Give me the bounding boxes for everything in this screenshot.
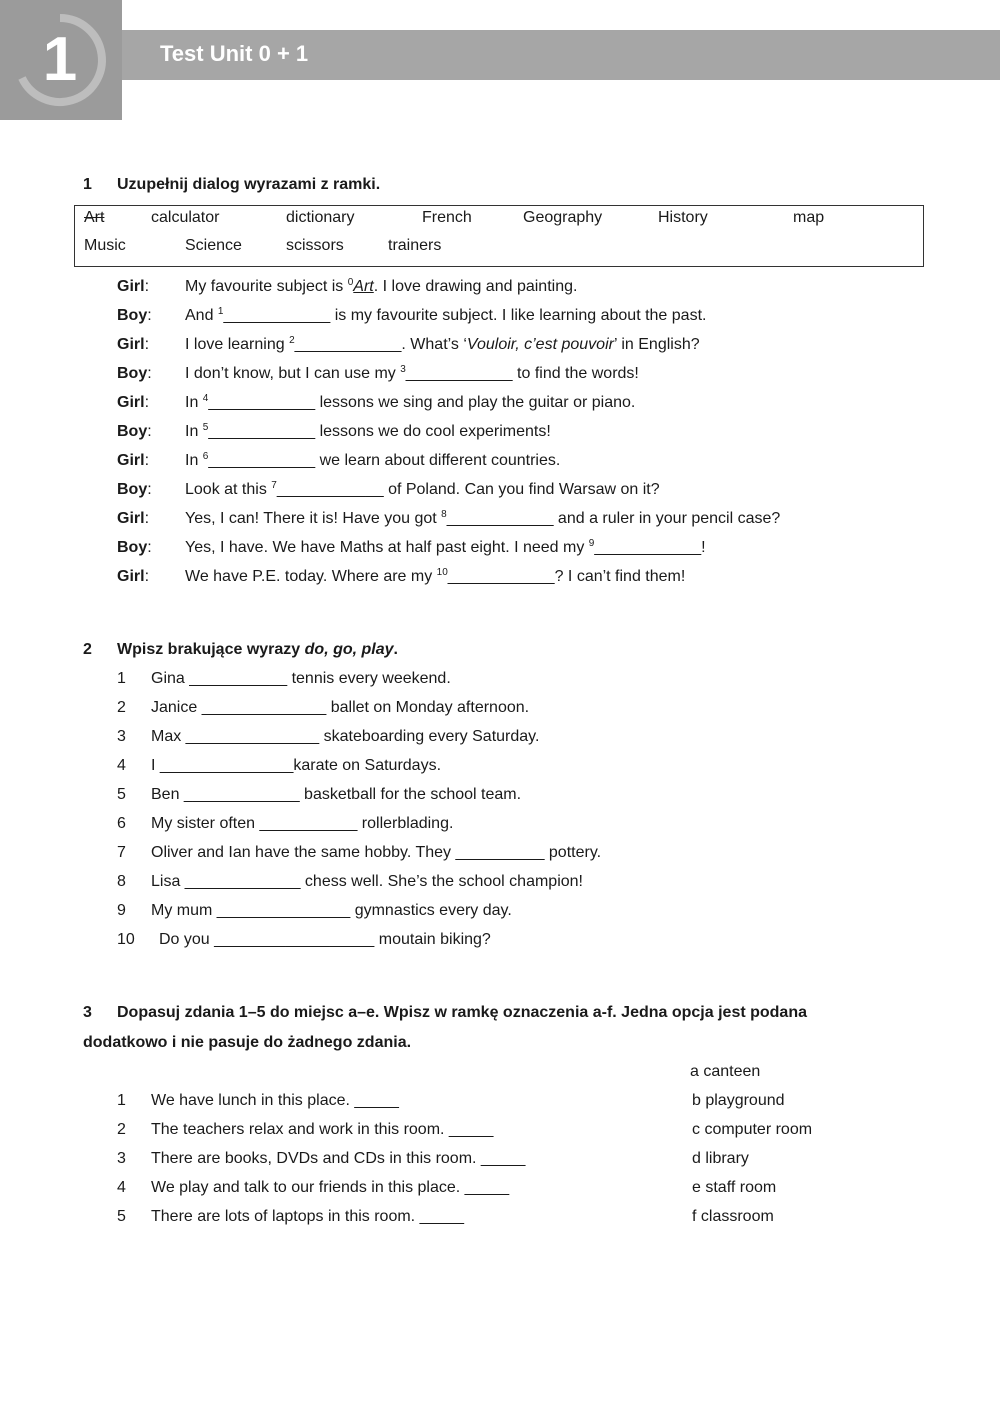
speaker-name: Boy <box>117 481 148 498</box>
dialog-line <box>185 278 577 296</box>
answer-blank[interactable]: ____________ <box>208 423 316 440</box>
answer-blank[interactable]: ____________ <box>405 365 513 382</box>
speaker-name: Girl <box>117 394 145 411</box>
exercise2-item-number: 9 <box>117 902 126 919</box>
word-box-item: Geography <box>523 209 603 226</box>
section3-number: 3 <box>83 1004 92 1021</box>
dialog-speaker <box>117 481 152 499</box>
dialog-line <box>185 365 639 383</box>
dialog-text: ’ in English? <box>613 336 700 353</box>
gap-number: 10 <box>436 567 448 578</box>
exercise2-item-text: My sister often ___________ rollerblading. <box>151 815 454 832</box>
dialog-text: Look at this <box>185 481 272 498</box>
dialog-text: Yes, I can! There it is! Have you got <box>185 510 442 527</box>
speaker-colon: : <box>144 568 150 585</box>
exercise2-item-number: 1 <box>117 670 126 687</box>
speaker-colon: : <box>144 510 150 527</box>
section1-instruction: Uzupełnij dialog wyrazami z ramki. <box>117 176 381 193</box>
dialog-text: ? I can’t find them! <box>554 568 686 585</box>
answer-blank[interactable]: ____________ <box>294 336 402 353</box>
exercise3-item-text: We have lunch in this place. _____ <box>151 1092 399 1109</box>
unit-logo-block <box>0 0 122 120</box>
unit-number: 1 <box>42 25 78 94</box>
dialog-text: I don’t know, but I can use my <box>185 365 401 382</box>
dialog-speaker <box>117 278 149 296</box>
word-box-item: Music <box>84 237 126 254</box>
speaker-name: Boy <box>117 365 148 382</box>
dialog-text: . I love drawing and painting. <box>373 278 578 295</box>
answer-blank[interactable]: ____________ <box>223 307 331 324</box>
word-box-item: History <box>658 209 708 226</box>
dialog-text: we learn about different countries. <box>315 452 561 469</box>
exercise2-item-text: Oliver and Ian have the same hobby. They __________ pottery. <box>151 844 602 861</box>
exercise2-item-text: Max _______________ skateboarding every Saturday. <box>151 728 540 745</box>
dialog-line <box>185 394 635 412</box>
dialog-speaker <box>117 423 152 441</box>
exercise3-option: b playground <box>692 1092 785 1109</box>
dialog-speaker <box>117 394 149 412</box>
gap-number: 5 <box>202 422 209 433</box>
dialog-speaker <box>117 365 152 383</box>
unit-number-badge <box>0 0 122 120</box>
exercise2-item-text: Janice ______________ ballet on Monday afternoon. <box>151 699 530 716</box>
dialog-line <box>185 568 685 586</box>
dialog-text: My favourite subject is <box>185 278 348 295</box>
gap-number: 7 <box>271 480 277 491</box>
word-box <box>74 205 924 267</box>
dialog-italic: Vouloir, c’est pouvoir <box>466 336 614 353</box>
word-box-item: Science <box>185 237 242 254</box>
dialog-speaker <box>117 510 149 528</box>
gap-number: 4 <box>202 393 209 404</box>
word-box-item: trainers <box>388 237 442 254</box>
word-box-item: dictionary <box>286 209 355 226</box>
section3-instruction-line2: dodatkowo i nie pasuje do żadnego zdania. <box>83 1034 412 1051</box>
speaker-colon: : <box>144 394 150 411</box>
dialog-speaker <box>117 452 149 470</box>
dialog-speaker <box>117 307 152 325</box>
exercise2-item-number: 6 <box>117 815 126 832</box>
answer-blank[interactable]: ____________ <box>208 394 316 411</box>
section2-instruction-end: . <box>393 641 398 658</box>
section1-number: 1 <box>83 176 92 193</box>
speaker-name: Girl <box>117 336 145 353</box>
dialog-text: to find the words! <box>512 365 639 382</box>
word-box-item: map <box>793 209 825 226</box>
dialog-text: I love learning <box>185 336 290 353</box>
exercise3-option: f classroom <box>692 1208 774 1225</box>
exercise2-item-number: 10 <box>117 931 135 948</box>
dialog-text: In <box>185 423 203 440</box>
speaker-name: Boy <box>117 423 148 440</box>
dialog-text: . What’s ‘ <box>401 336 467 353</box>
dialog-speaker <box>117 568 149 586</box>
exercise3-item-text: There are books, DVDs and CDs in this room. _____ <box>151 1150 526 1167</box>
answer-blank[interactable]: ____________ <box>594 539 702 556</box>
section2-number: 2 <box>83 641 92 658</box>
gap-number: 8 <box>441 509 447 520</box>
dialog-text: of Poland. Can you find Warsaw on it? <box>383 481 660 498</box>
speaker-colon: : <box>144 278 150 295</box>
dialog-line <box>185 452 560 470</box>
exercise3-option: a canteen <box>690 1063 761 1080</box>
dialog-line <box>185 307 706 325</box>
gap-number: 1 <box>217 306 224 317</box>
exercise3-item-number: 2 <box>117 1121 126 1138</box>
answer-blank[interactable]: ____________ <box>208 452 316 469</box>
exercise2-item-text: Ben _____________ basketball for the school team. <box>151 786 522 803</box>
exercise2-item-text: I _______________karate on Saturdays. <box>151 757 442 774</box>
speaker-name: Girl <box>117 568 145 585</box>
dialog-text: In <box>185 452 203 469</box>
exercise2-item-number: 4 <box>117 757 126 774</box>
example-answer: Art <box>353 278 374 295</box>
speaker-name: Girl <box>117 510 145 527</box>
speaker-colon: : <box>144 336 150 353</box>
speaker-name: Boy <box>117 307 148 324</box>
speaker-name: Girl <box>117 452 145 469</box>
exercise2-item-number: 7 <box>117 844 126 861</box>
word-box-item: calculator <box>151 209 220 226</box>
dialog-line <box>185 510 780 528</box>
exercise2-item-text: Do you __________________ moutain biking? <box>159 931 491 948</box>
exercise3-option: c computer room <box>692 1121 813 1138</box>
exercise3-item-text: We play and talk to our friends in this place. _____ <box>151 1179 510 1196</box>
dialog-speaker <box>117 539 152 557</box>
exercise3-item-number: 3 <box>117 1150 126 1167</box>
exercise3-option: e staff room <box>692 1179 777 1196</box>
dialog-text: lessons we sing and play the guitar or piano. <box>315 394 636 411</box>
exercise2-item-text: My mum _______________ gymnastics every day. <box>151 902 512 919</box>
exercise3-item-number: 1 <box>117 1092 126 1109</box>
word-box-item: scissors <box>286 237 344 254</box>
gap-number: 3 <box>400 364 406 375</box>
dialog-text: Yes, I have. We have Maths at half past eight. I need my <box>185 539 589 556</box>
speaker-colon: : <box>147 423 152 440</box>
dialog-text: is my favourite subject. I like learning about the past. <box>330 307 707 324</box>
dialog-line <box>185 481 660 499</box>
dialog-text: lessons we do cool experiments! <box>315 423 551 440</box>
dialog-line <box>185 539 706 557</box>
speaker-name: Girl <box>117 278 145 295</box>
exercise2-item-number: 3 <box>117 728 126 745</box>
exercise2-item-text: Lisa _____________ chess well. She’s the school champion! <box>151 873 583 890</box>
gap-number: 2 <box>289 335 295 346</box>
speaker-colon: : <box>147 307 152 324</box>
dialog-line <box>185 423 551 441</box>
dialog-text: ! <box>701 539 706 556</box>
speaker-colon: : <box>147 481 152 498</box>
section2-instruction <box>117 641 398 659</box>
answer-blank[interactable]: ____________ <box>446 510 554 527</box>
section2-instruction-text: Wpisz brakujące wyrazy <box>117 641 305 658</box>
exercise3-item-number: 4 <box>117 1179 126 1196</box>
speaker-colon: : <box>147 365 152 382</box>
speaker-colon: : <box>144 452 150 469</box>
exercise3-item-text: There are lots of laptops in this room. _____ <box>151 1208 465 1225</box>
dialog-line <box>185 336 700 354</box>
dialog-text: We have P.E. today. Where are my <box>185 568 437 585</box>
exercise2-item-number: 5 <box>117 786 126 803</box>
word-box-item: French <box>422 209 472 226</box>
dialog-text: And <box>185 307 218 324</box>
answer-blank[interactable]: ____________ <box>447 568 555 585</box>
exercise3-option: d library <box>692 1150 749 1167</box>
speaker-name: Boy <box>117 539 148 556</box>
exercise3-item-number: 5 <box>117 1208 126 1225</box>
exercise2-item-text: Gina ___________ tennis every weekend. <box>151 670 451 687</box>
page-title: Test Unit 0 + 1 <box>160 41 309 66</box>
exercise3-item-text: The teachers relax and work in this room. _____ <box>151 1121 494 1138</box>
gap-number: 9 <box>588 538 595 549</box>
section2-instruction-words: do, go, play <box>304 641 394 658</box>
gap-number: 0 <box>347 277 354 288</box>
speaker-colon: : <box>147 539 152 556</box>
exercise2-item-number: 2 <box>117 699 126 716</box>
answer-blank[interactable]: ____________ <box>276 481 384 498</box>
section3-instruction-line1: Dopasuj zdania 1–5 do miejsc a–e. Wpisz w ramkę oznaczenia a-f. Jedna opcja jest podana <box>117 1004 807 1021</box>
word-box-item: Art <box>84 209 105 226</box>
exercise2-item-number: 8 <box>117 873 126 890</box>
dialog-text: and a ruler in your pencil case? <box>553 510 781 527</box>
dialog-speaker <box>117 336 149 354</box>
gap-number: 6 <box>202 451 209 462</box>
dialog-text: In <box>185 394 203 411</box>
